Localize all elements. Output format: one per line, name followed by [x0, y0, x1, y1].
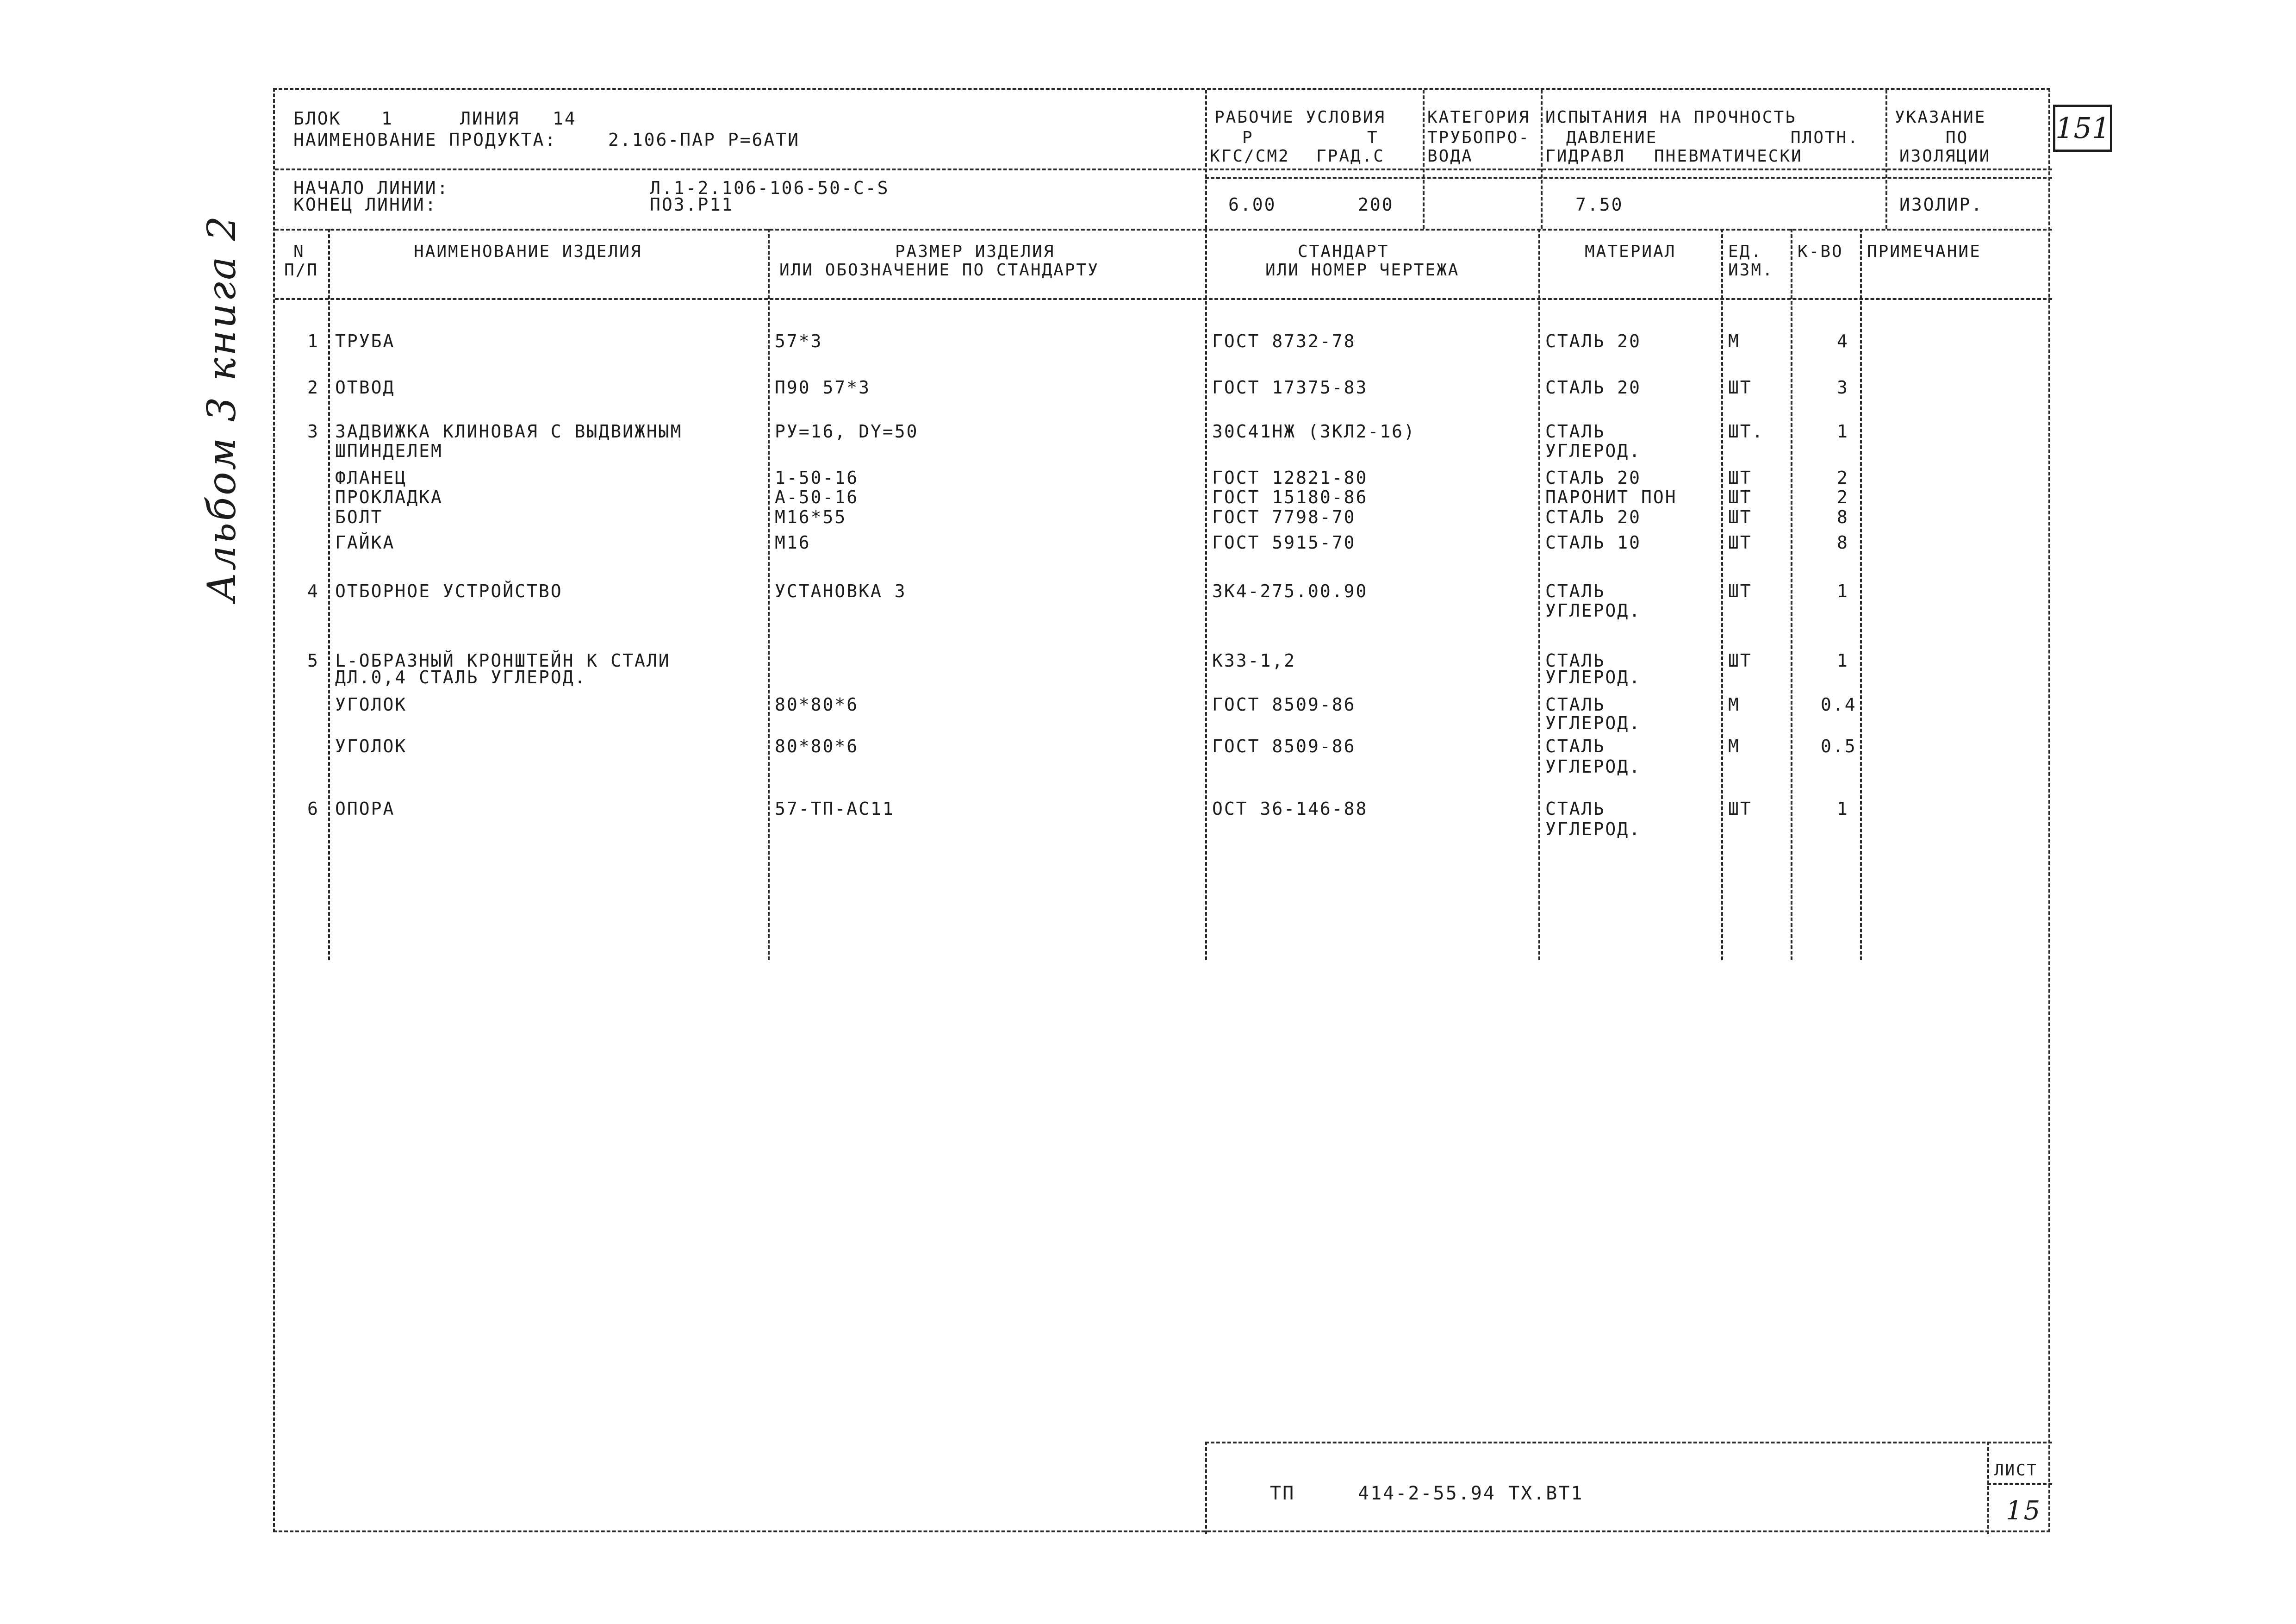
row-unit: М — [1728, 736, 1740, 756]
row-unit: ШТ — [1728, 377, 1752, 398]
pneumatic-label: ПНЕВМАТИЧЕСКИ — [1654, 147, 1803, 166]
row-qty: 1 — [1837, 421, 1849, 442]
row-material: СТАЛЬ 10 — [1545, 532, 1642, 553]
sheet-stamp: 151 — [2053, 105, 2112, 152]
header-divider — [275, 169, 2052, 170]
row-standard: ГОСТ 12821-80 — [1212, 468, 1368, 488]
header-sep-1 — [1205, 90, 1207, 229]
row-name: ПРОКЛАДКА — [335, 487, 443, 507]
sheet-label: ЛИСТ — [1994, 1461, 2038, 1480]
row-size: М16*55 — [775, 507, 847, 527]
album-side-note: Альбом 3 книга 2 — [199, 214, 244, 602]
col-qty-header: К-ВО — [1798, 242, 1843, 261]
row-name-continued: ШПИНДЕЛЕМ — [335, 441, 443, 461]
row-standard: 30С41НЖ (ЗКЛ2-16) — [1212, 421, 1416, 442]
row-standard: ГОСТ 15180-86 — [1212, 487, 1368, 507]
title-block-sheet-sep — [1987, 1442, 1989, 1534]
col-standard-header: СТАНДАРТ — [1298, 242, 1389, 261]
row-unit: ШТ. — [1728, 421, 1764, 442]
row-num: 6 — [307, 799, 319, 819]
block-label: БЛОК — [293, 108, 342, 129]
row-unit: ШТ — [1728, 799, 1752, 819]
title-block-top-line — [1205, 1442, 2052, 1443]
row-material-continued: УГЛЕРОД. — [1545, 819, 1642, 839]
row-qty: 1 — [1837, 799, 1849, 819]
col-material-header: МАТЕРИАЛ — [1585, 242, 1676, 261]
line-end-value: ПОЗ.Р11 — [650, 194, 734, 215]
spec-sheet-frame — [273, 88, 2050, 1532]
header-sep-4 — [1885, 90, 1887, 229]
row-qty: 4 — [1837, 331, 1849, 351]
insulation-value: ИЗОЛИР. — [1899, 194, 1984, 215]
insulation-label: УКАЗАНИЕ — [1895, 108, 1986, 127]
category-label-2: ТРУБОПРО- — [1427, 128, 1531, 147]
row-material-continued: УГЛЕРОД. — [1545, 756, 1642, 777]
row-unit: М — [1728, 694, 1740, 715]
row-size: 57*3 — [775, 331, 823, 351]
row-material-continued: УГЛЕРОД. — [1545, 441, 1642, 461]
sheet-number: 15 — [2006, 1496, 2042, 1526]
line-value: 14 — [553, 108, 577, 129]
product-value: 2.106-ПАР Р=6АТИ — [608, 130, 800, 150]
row-standard: ГОСТ 8509-86 — [1212, 736, 1356, 756]
col-sep-name — [768, 229, 770, 960]
row-standard: ЗК4-275.00.90 — [1212, 581, 1368, 601]
row-num: 3 — [307, 421, 319, 442]
header-sep-3 — [1541, 90, 1543, 229]
col-sep-size — [1205, 229, 1207, 960]
row-material: СТАЛЬ 20 — [1545, 331, 1642, 351]
doc-code: 414-2-55.94 ТХ.ВТ1 — [1358, 1483, 1584, 1504]
line-start-label: НАЧАЛО ЛИНИИ: — [293, 178, 449, 198]
row-qty: 2 — [1837, 468, 1849, 488]
density-label: ПЛОТН. — [1791, 128, 1860, 147]
row-num: 1 — [307, 331, 319, 351]
row-unit: ШТ — [1728, 468, 1752, 488]
row-qty: 8 — [1837, 507, 1849, 527]
temperature-symbol: Т — [1367, 128, 1379, 147]
row-size: 80*80*6 — [775, 694, 859, 715]
line-end-label: КОНЕЦ ЛИНИИ: — [293, 194, 437, 215]
row-size: М16 — [775, 532, 811, 553]
hydraulic-label: ГИДРАВЛ — [1545, 147, 1625, 166]
row-size: А-50-16 — [775, 487, 859, 507]
row-size: УСТАНОВКА 3 — [775, 581, 907, 601]
col-size-header-2: ИЛИ ОБОЗНАЧЕНИЕ ПО СТАНДАРТУ — [779, 261, 1099, 280]
row-size: П90 57*3 — [775, 377, 871, 398]
pressure-symbol: Р — [1242, 128, 1254, 147]
row-material: СТАЛЬ — [1545, 799, 1605, 819]
title-block-left-line — [1205, 1442, 1207, 1534]
category-label: КАТЕГОРИЯ — [1427, 108, 1531, 127]
line-start-value: Л.1-2.106-106-50-С-S — [650, 178, 890, 198]
row-name-continued: ДЛ.0,4 СТАЛЬ УГЛЕРОД. — [335, 667, 587, 687]
row-unit: ШТ — [1728, 581, 1752, 601]
row-unit: ШТ — [1728, 487, 1752, 507]
row-size: 57-ТП-АС11 — [775, 799, 895, 819]
block-value: 1 — [381, 108, 393, 129]
row-material: СТАЛЬ — [1545, 421, 1605, 442]
row-material: СТАЛЬ 20 — [1545, 507, 1642, 527]
insulation-label-2: ПО — [1946, 128, 1969, 147]
row-name: ГАЙКА — [335, 532, 395, 553]
row-qty: 3 — [1837, 377, 1849, 398]
col-sep-qty — [1860, 229, 1862, 960]
row-material: СТАЛЬ — [1545, 650, 1605, 671]
row-standard: ГОСТ 17375-83 — [1212, 377, 1368, 398]
col-note-header: ПРИМЕЧАНИЕ — [1867, 242, 1981, 261]
row-material-continued: УГЛЕРОД. — [1545, 600, 1642, 621]
row-qty: 0.4 — [1821, 694, 1857, 715]
pressure-unit: КГС/СМ2 — [1210, 147, 1290, 166]
row-size: 80*80*6 — [775, 736, 859, 756]
row-material: СТАЛЬ — [1545, 736, 1605, 756]
row-qty: 0.5 — [1821, 736, 1857, 756]
col-unit-header-2: ИЗМ. — [1728, 261, 1774, 280]
col-num-header-2: П/П — [284, 261, 319, 280]
row-name: L-ОБРАЗНЫЙ КРОНШТЕЙН К СТАЛИ — [335, 650, 671, 671]
product-label: НАИМЕНОВАНИЕ ПРОДУКТА: — [293, 130, 557, 150]
row-name: ЗАДВИЖКА КЛИНОВАЯ С ВЫДВИЖНЫМ — [335, 421, 683, 442]
category-label-3: ВОДА — [1427, 147, 1473, 166]
row-name: БОЛТ — [335, 507, 383, 527]
row-name: ТРУБА — [335, 331, 395, 351]
row-material-continued: УГЛЕРОД. — [1545, 713, 1642, 733]
row-qty: 2 — [1837, 487, 1849, 507]
header-sep-2 — [1423, 90, 1425, 229]
insulation-label-3: ИЗОЛЯЦИИ — [1899, 147, 1991, 166]
pressure-label: ДАВЛЕНИЕ — [1566, 128, 1658, 147]
row-standard: ГОСТ 8732-78 — [1212, 331, 1356, 351]
sheet-number-divider — [1987, 1483, 2052, 1485]
header-bottom-line — [275, 229, 2052, 231]
row-standard: ГОСТ 8509-86 — [1212, 694, 1356, 715]
row-name: ОТВОД — [335, 377, 395, 398]
row-material: СТАЛЬ 20 — [1545, 377, 1642, 398]
row-standard: ГОСТ 7798-70 — [1212, 507, 1356, 527]
row-material-continued: УГЛЕРОД. — [1545, 667, 1642, 687]
col-sep-standard — [1538, 229, 1540, 960]
line-label: ЛИНИЯ — [460, 108, 520, 129]
row-material: СТАЛЬ — [1545, 581, 1605, 601]
col-size-header: РАЗМЕР ИЗДЕЛИЯ — [895, 242, 1055, 261]
work-conditions-label: РАБОЧИЕ УСЛОВИЯ — [1214, 108, 1386, 127]
temperature-value: 200 — [1358, 194, 1394, 215]
row-qty: 8 — [1837, 532, 1849, 553]
row-name: ОПОРА — [335, 799, 395, 819]
col-num-header: N — [293, 242, 305, 261]
row-unit: М — [1728, 331, 1740, 351]
row-standard: ОСТ 36-146-88 — [1212, 799, 1368, 819]
row-qty: 1 — [1837, 650, 1849, 671]
row-num: 2 — [307, 377, 319, 398]
row-name: ОТБОРНОЕ УСТРОЙСТВО — [335, 581, 563, 601]
row-standard: ГОСТ 5915-70 — [1212, 532, 1356, 553]
col-sep-unit — [1791, 229, 1792, 960]
row-material: СТАЛЬ 20 — [1545, 468, 1642, 488]
row-name: УГОЛОК — [335, 736, 407, 756]
hydraulic-value: 7.50 — [1575, 194, 1624, 215]
row-unit: ШТ — [1728, 507, 1752, 527]
row-size: 1-50-16 — [775, 468, 859, 488]
col-unit-header: ЕД. — [1728, 242, 1763, 261]
temperature-unit: ГРАД.С — [1316, 147, 1385, 166]
row-size: РУ=16, DY=50 — [775, 421, 919, 442]
row-unit: ШТ — [1728, 532, 1752, 553]
col-standard-header-2: ИЛИ НОМЕР ЧЕРТЕЖА — [1265, 261, 1460, 280]
col-name-header: НАИМЕНОВАНИЕ ИЗДЕЛИЯ — [414, 242, 642, 261]
row-num: 4 — [307, 581, 319, 601]
row-unit: ШТ — [1728, 650, 1752, 671]
row-qty: 1 — [1837, 581, 1849, 601]
row-name: ФЛАНЕЦ — [335, 468, 407, 488]
row-material: СТАЛЬ — [1545, 694, 1605, 715]
columns-bottom-line — [275, 298, 2052, 300]
strength-test-label: ИСПЫТАНИЯ НА ПРОЧНОСТЬ — [1545, 108, 1797, 127]
pressure-value: 6.00 — [1228, 194, 1276, 215]
row-num: 5 — [307, 650, 319, 671]
row-standard: К33-1,2 — [1212, 650, 1296, 671]
header-values-divider — [1205, 177, 2052, 179]
row-material: ПАРОНИТ ПОН — [1545, 487, 1677, 507]
row-name: УГОЛОК — [335, 694, 407, 715]
col-sep-material — [1721, 229, 1723, 960]
col-sep-num — [328, 229, 330, 960]
doc-prefix: ТП — [1270, 1483, 1295, 1504]
